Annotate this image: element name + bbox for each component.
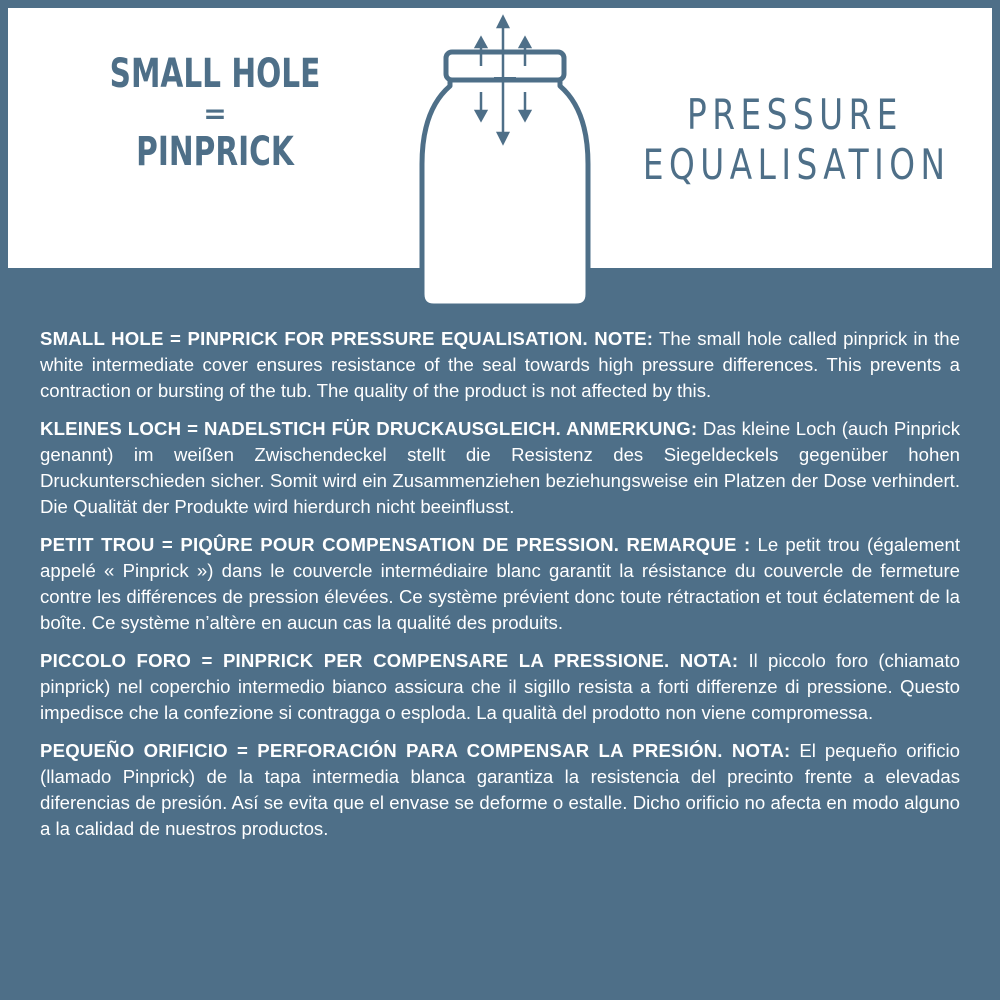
- note-heading: KLEINES LOCH = NADELSTICH FÜR DRUCKAUSGLEICH. ANMERKUNG:: [40, 418, 698, 439]
- note-english: [40, 326, 960, 404]
- note-spanish: [40, 738, 960, 842]
- note-german: [40, 416, 960, 520]
- left-title-equals: =: [203, 96, 227, 130]
- right-title-line1: PRESSURE: [687, 90, 903, 139]
- pressure-equalisation-title: [600, 90, 990, 191]
- note-french: [40, 532, 960, 636]
- note-heading: PEQUEÑO ORIFICIO = PERFORACIÓN PARA COMPENSAR LA PRESIÓN. NOTA:: [40, 740, 791, 761]
- left-title-line1: SMALL HOLE: [109, 51, 321, 97]
- note-heading: PICCOLO FORO = PINPRICK PER COMPENSARE LA PRESSIONE. NOTA:: [40, 650, 739, 671]
- multilingual-note: [40, 326, 960, 854]
- right-title-line2: EQUALISATION: [642, 140, 951, 190]
- left-title-line3: PINPRICK: [136, 129, 294, 176]
- note-heading: PETIT TROU = PIQÛRE POUR COMPENSATION DE PRESSION. REMARQUE :: [40, 534, 751, 555]
- note-body: The small hole called pinprick in the white intermediate cover ensures resistance of the seal towards high pressure differences. This prevents a contraction or bursting of the tub. The quality of the product is not affected by this.: [40, 328, 960, 401]
- note-italian: [40, 648, 960, 726]
- note-body: Le petit trou (également appelé « Pinprick ») dans le couvercle intermédiaire blanc garantit la résistance du couvercle de fermeture contre les différences de pression élevées. Ce système prévient donc toute rétractation et tout éclatement de la boîte. Ce système n’altère en aucun cas la qualité des produits.: [40, 534, 960, 633]
- note-heading: SMALL HOLE = PINPRICK FOR PRESSURE EQUALISATION. NOTE:: [40, 328, 654, 349]
- note-body: Il piccolo foro (chiamato pinprick) nel coperchio intermedio bianco assicura che il sigillo resista a forti differenze di pressione. Questo impedisce che la confezione si contragga o esploda. La qualità del prodotto non viene compromessa.: [40, 650, 960, 723]
- small-hole-title: [60, 52, 370, 175]
- note-body: El pequeño orificio (llamado Pinprick) de la tapa intermedia blanca garantiza la resistencia del precinto frente a elevadas diferencias de presión. Así se evita que el envase se deforme o estalle. Dicho orificio no afecta en modo alguno a la calidad de nuestros productos.: [40, 740, 960, 839]
- note-body: Das kleine Loch (auch Pinprick genannt) im weißen Zwischendeckel stellt die Resistenz des Siegeldeckels gegenüber hohen Druckunterschieden sicher. Somit wird ein Zusammenziehen beziehungsweise ein Platzen der Dose verhindert. Die Qualität der Produkte wird hierdurch nicht beeinflusst.: [40, 418, 960, 517]
- jar-icon: [410, 14, 600, 314]
